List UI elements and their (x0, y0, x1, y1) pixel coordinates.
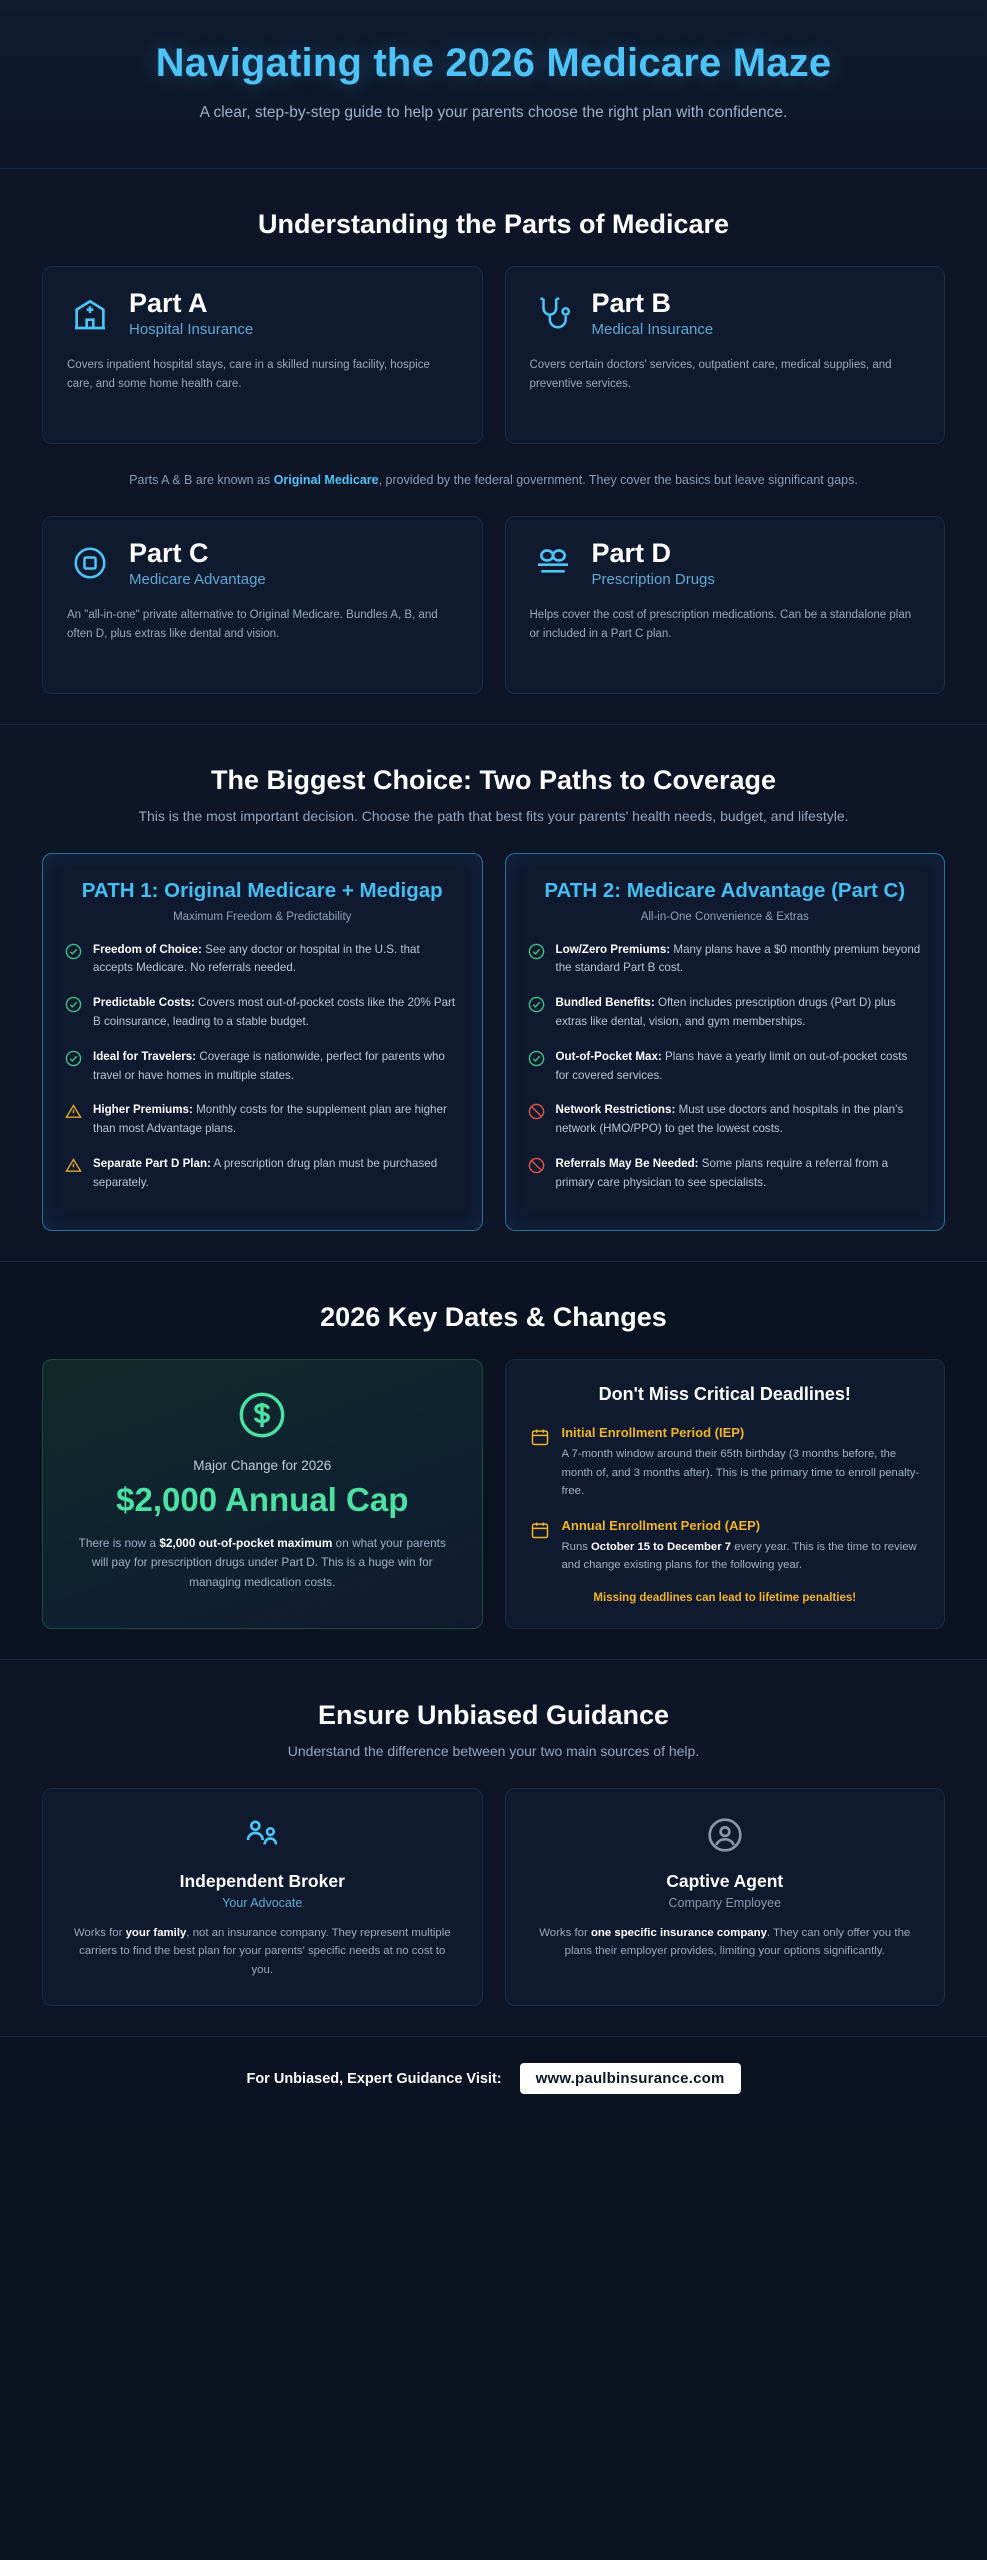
path-1-feature-1-body: See any doctor or hospital in the U.S. that accepts Medicare. No referrals needed. (93, 942, 420, 975)
cap-label: Major Change for 2026 (193, 1458, 332, 1474)
deny-circle-icon (528, 1103, 545, 1120)
part-a-tag: Hospital Insurance (129, 320, 254, 338)
path-1-feature-2-body: Covers most out-of-pocket costs like the 20% Part B coinsurance, leading to a stable budget. (93, 996, 456, 1028)
path-1-feature-2-head: Predictable Costs: (93, 996, 195, 1010)
path-1-feature-3-body: Coverage is nationwide, perfect for parents who travel or have homes in multiple states. (93, 1049, 445, 1082)
path-1-feature-5-head: Separate Part D Plan: (93, 1156, 211, 1170)
user-circle-icon (530, 1815, 921, 1857)
part-d-tag: Prescription Drugs (591, 570, 715, 588)
path-2-feature-1-text (556, 941, 923, 979)
paths-section (0, 725, 987, 1262)
stethoscope-icon (530, 290, 576, 336)
calendar-icon (530, 1427, 550, 1447)
page-title: Navigating the 2026 Medicare Maze (155, 41, 832, 85)
deadline-iep-body-pre: A 7-month window around their 65th birthday (3 months before, the month of, and 3 months after). This is the primary time to enroll penalty-free. (561, 1448, 920, 1497)
footer-website-link[interactable]: www.paulbinsurance.com (520, 2063, 741, 2094)
path-2-feature-4 (528, 1101, 923, 1139)
part-card-c (42, 516, 483, 694)
captive-desc-bold: one specific insurance company (590, 1926, 767, 1939)
part-card-d (505, 516, 946, 694)
note-post: , provided by the federal government. They cover the basics but leave significant gaps. (378, 473, 858, 487)
parts-grid-top (42, 266, 945, 444)
check-circle-icon (528, 996, 545, 1013)
hero-banner (0, 0, 987, 169)
path-1-feature-4 (65, 1101, 460, 1139)
path-2-feature-5-head: Referrals May Be Needed: (555, 1156, 699, 1170)
footer-label: For Unbiased, Expert Guidance Visit: (246, 2070, 502, 2087)
path-2-title: PATH 2: Medicare Advantage (Part C) (544, 879, 906, 902)
captive-desc-pre: Works for (539, 1926, 591, 1939)
broker-desc-post: , not an insurance company. They represent multiple carriers to find the best plan for your parents' specific needs at no cost to you. (79, 1926, 451, 1976)
path-2-feature-5-body: Some plans require a referral from a primary care physician to see specialists. (555, 1156, 889, 1189)
part-d-description: Helps cover the cost of prescription medications. Can be a standalone plan or included in a Part C plan. (529, 608, 912, 640)
broker-name: Independent Broker (179, 1870, 345, 1891)
part-a-header (67, 289, 458, 338)
path-1-feature-5-body: A prescription drug plan must be purchased separately. (93, 1156, 438, 1189)
hospital-icon (67, 290, 113, 336)
broker-desc-pre: Works for (73, 1926, 126, 1939)
broker-role: Your Advocate (222, 1895, 303, 1910)
part-c-letter: Part C (129, 538, 209, 568)
deadline-aep-body-pre: Runs (561, 1540, 592, 1553)
path-1-feature-1-head: Freedom of Choice: (93, 942, 202, 956)
check-circle-icon (65, 1050, 82, 1067)
path-1-feature-5-text (93, 1155, 460, 1193)
paths-section-title: The Biggest Choice: Two Paths to Coverage (210, 765, 777, 795)
part-a-letter: Part A (129, 288, 208, 318)
path-1-feature-4-head: Higher Premiums: (93, 1103, 193, 1117)
path-2-feature-1 (528, 941, 923, 979)
cap-desc-bold: $2,000 out-of-pocket maximum (159, 1536, 333, 1551)
path-2-feature-2 (528, 994, 923, 1032)
path-2-feature-2-text (556, 994, 923, 1032)
parts-grid-bottom (42, 516, 945, 694)
guidance-card-broker (42, 1788, 483, 2006)
target-icon (67, 540, 113, 586)
check-circle-icon (65, 943, 82, 960)
key-dates-title: 2026 Key Dates & Changes (320, 1302, 667, 1333)
path-2-feature-3-text (556, 1048, 923, 1086)
deadline-item-aep (530, 1518, 921, 1574)
path-1-feature-2 (65, 994, 460, 1032)
parts-section-title: Understanding the Parts of Medicare (257, 209, 730, 239)
path-2-feature-5 (528, 1155, 923, 1193)
guidance-grid (42, 1788, 945, 2006)
path-2-feature-5-text (556, 1155, 923, 1193)
guidance-subtitle: Understand the difference between your two main sources of help. (287, 1742, 700, 1759)
path-2-feature-2-head: Bundled Benefits: (555, 996, 655, 1010)
guidance-title: Ensure Unbiased Guidance (317, 1699, 670, 1730)
deadlines-title: Don't Miss Critical Deadlines! (598, 1384, 851, 1405)
path-1-feature-5 (65, 1155, 460, 1193)
part-c-description: An "all-in-one" private alternative to Original Medicare. Bundles A, B, and often D, plus extras like dental and vision. (67, 608, 438, 640)
page-subtitle: A clear, step-by-step guide to help your parents choose the right plan with confidence. (199, 104, 788, 121)
path-1-title: PATH 1: Original Medicare + Medigap (81, 879, 443, 902)
deadline-aep-body-bold: October 15 to December 7 (591, 1540, 732, 1553)
deadline-aep-body-post: every year. This is the time to review and change existing plans for the following year. (561, 1540, 917, 1571)
dollar-circle-icon (235, 1388, 289, 1442)
warning-triangle-icon (65, 1103, 82, 1120)
original-medicare-note (114, 470, 874, 490)
captive-desc-post: . They can only offer you the plans their employer provides, limiting your options significantly. (564, 1926, 911, 1958)
check-circle-icon (65, 996, 82, 1013)
calendar-icon (530, 1520, 550, 1540)
path-2-feature-3 (528, 1048, 923, 1086)
warning-triangle-icon (65, 1157, 82, 1174)
part-b-tag: Medical Insurance (591, 320, 714, 338)
deadlines-warning: Missing deadlines can lead to lifetime penalties! (593, 1591, 857, 1604)
deny-circle-icon (528, 1157, 545, 1174)
paths-grid (42, 853, 945, 1231)
cap-desc-post: on what your parents will pay for prescription drugs under Part D. This is a huge win for managing medication costs. (91, 1536, 446, 1589)
part-c-header (67, 539, 458, 588)
check-circle-icon (528, 1050, 545, 1067)
path-2-feature-2-body: Often includes prescription drugs (Part D) plus extras like dental, vision, and gym memberships. (555, 996, 896, 1028)
path-2-feature-3-head: Out-of-Pocket Max: (555, 1049, 662, 1063)
path-1-feature-3 (65, 1048, 460, 1086)
path-card-2 (505, 853, 946, 1231)
path-1-feature-3-text (93, 1048, 460, 1086)
deadline-iep-body (562, 1445, 921, 1499)
guidance-section (0, 1660, 987, 2037)
paths-section-subtitle: This is the most important decision. Choose the path that best fits your parents' health needs, budget, and lifestyle. (138, 808, 849, 824)
path-1-feature-4-body: Monthly costs for the supplement plan are higher than most Advantage plans. (93, 1103, 447, 1136)
path-2-feature-4-body: Must use doctors and hospitals in the plan's network (HMO/PPO) to get the lowest costs. (555, 1103, 904, 1136)
path-1-subtitle: Maximum Freedom & Predictability (173, 910, 352, 923)
part-c-tag: Medicare Advantage (129, 570, 266, 588)
cap-desc-pre: There is now a (78, 1536, 160, 1551)
deadline-iep-head: Initial Enrollment Period (IEP) (561, 1425, 745, 1441)
captive-role: Company Employee (668, 1895, 782, 1910)
part-b-header (530, 289, 921, 338)
broker-desc-bold: your family (125, 1926, 187, 1939)
check-circle-icon (528, 943, 545, 960)
path-1-feature-1-text (93, 941, 460, 979)
cap-description (69, 1534, 456, 1591)
path-2-feature-4-head: Network Restrictions: (555, 1103, 676, 1117)
path-1-feature-1 (65, 941, 460, 979)
path-1-feature-3-head: Ideal for Travelers: (93, 1049, 197, 1063)
path-1-feature-4-text (93, 1101, 460, 1139)
part-card-b (505, 266, 946, 444)
annual-cap-card (42, 1359, 483, 1628)
path-card-1 (42, 853, 483, 1231)
path-2-feature-1-body: Many plans have a $0 monthly premium beyond the standard Part B cost. (555, 942, 921, 975)
guidance-card-captive (505, 1788, 946, 2006)
path-2-feature-4-text (556, 1101, 923, 1139)
cap-amount: $2,000 Annual Cap (116, 1481, 409, 1519)
part-b-description: Covers certain doctors' services, outpatient care, medical supplies, and preventive services. (529, 358, 892, 390)
path-1-feature-2-text (93, 994, 460, 1032)
path-2-feature-3-body: Plans have a yearly limit on out-of-pocket costs for covered services. (555, 1049, 908, 1082)
note-bold: Original Medicare (273, 473, 379, 487)
path-2-subtitle: All-in-One Convenience & Extras (640, 910, 809, 923)
deadline-item-iep (530, 1425, 921, 1499)
part-a-description: Covers inpatient hospital stays, care in a skilled nursing facility, hospice care, and some home health care. (67, 358, 430, 390)
captive-name: Captive Agent (666, 1870, 784, 1891)
path-2-feature-1-head: Low/Zero Premiums: (555, 942, 671, 956)
part-card-a (42, 266, 483, 444)
key-dates-section (0, 1262, 987, 1659)
note-pre: Parts A & B are known as (129, 473, 274, 487)
footer-bar (0, 2037, 987, 2124)
part-d-letter: Part D (591, 538, 672, 568)
pills-icon (530, 540, 576, 586)
key-dates-grid (42, 1359, 945, 1628)
captive-description (530, 1924, 921, 1961)
parts-section (0, 169, 987, 725)
broker-description (67, 1924, 458, 1979)
broker-icon (67, 1815, 458, 1857)
part-b-letter: Part B (591, 288, 672, 318)
part-d-header (530, 539, 921, 588)
deadlines-card (505, 1359, 946, 1628)
deadline-aep-head: Annual Enrollment Period (AEP) (561, 1517, 761, 1533)
deadline-aep-body (562, 1538, 921, 1574)
